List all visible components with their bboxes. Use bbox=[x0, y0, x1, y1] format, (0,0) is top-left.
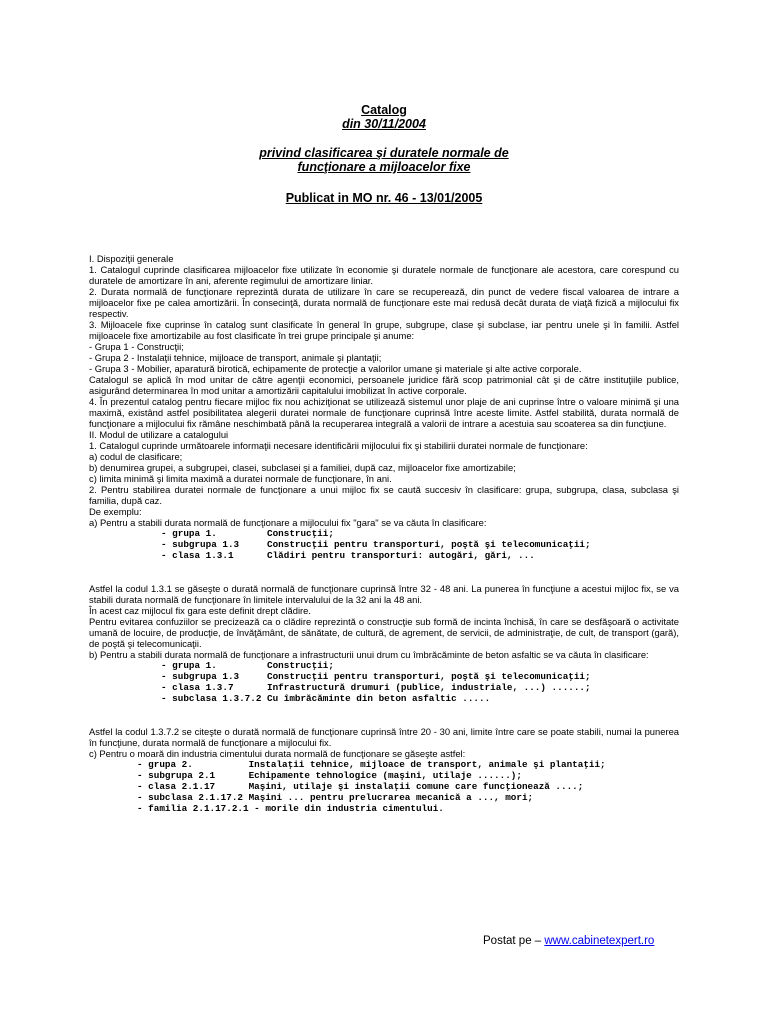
code-line: - grupa 2. Instalaţii tehnice, mijloace de transport, animale şi plantaţii; bbox=[137, 759, 606, 770]
code-line: - subgrupa 1.3 Construcţii pentru transporturi, poştă şi telecomunicaţii; bbox=[161, 671, 591, 682]
doc-subject-line2: funcţionare a mijloacelor fixe bbox=[297, 160, 471, 174]
list-item: b) denumirea grupei, a subgrupei, clasei, subclasei şi a familiei, după caz, mijloacelor fixe amortizabile; bbox=[89, 462, 516, 473]
list-item: - Grupa 1 - Construcţii; bbox=[89, 341, 184, 352]
paragraph: Astfel la codul 1.3.7.2 se citeşte o durată normală de funcţionare cuprinsă între 20 - 30 ani, limite între care se poate stabili, numai la punerea în funcţiune, durata normală de funcţionare a mijlocului fix. bbox=[89, 726, 679, 748]
publication-info: Publicat in MO nr. 46 - 13/01/2005 bbox=[285, 191, 483, 205]
paragraph: 4. În prezentul catalog pentru fiecare mijloc fix nou achiziţionat se utilizează sistemul unor plaje de ani cuprinse între o valoare minimă şi una maximă, existând astfel posibilitatea alegerii duratei normale de funcţionare cuprinsă între aceste limite. Astfel stabilită, durata normală de funcţionare a mijlocului fix rămâne neschimbată până la recuperarea integrală a valorii de intrare a acestuia sau scoaterea sa din funcţiune. bbox=[89, 396, 679, 429]
code-line: - familia 2.1.17.2.1 - morile din industria cimentului. bbox=[137, 803, 444, 814]
paragraph: 1. Catalogul cuprinde următoarele informaţii necesare identificării mijlocului fix şi stabilirii duratei normale de funcţionare: bbox=[89, 440, 588, 451]
example-label: De exemplu: bbox=[89, 506, 142, 517]
code-line: - subclasa 1.3.7.2 Cu îmbrăcăminte din beton asfaltic ..... bbox=[161, 693, 491, 704]
paragraph: Catalogul se aplică în mod unitar de către agenţii economici, persoanele juridice fără scop patrimonial cât şi de către instituţiile publice, asigurând determinarea în mod unitar a amortizării capitalului imobilizat în active corporale. bbox=[89, 374, 679, 396]
paragraph: În acest caz mijlocul fix gara este definit drept clădire. bbox=[89, 605, 311, 616]
document-body bbox=[89, 253, 679, 814]
example-c: c) Pentru o moară din industria cimentului durata normală de funcţionare se găseşte astfel: bbox=[89, 748, 466, 759]
footer bbox=[483, 935, 654, 947]
code-line: - clasa 2.1.17 Maşini, utilaje şi instalaţii comune care funcţionează ....; bbox=[137, 781, 584, 792]
example-b: b) Pentru a stabili durata normală de funcţionare a infrastructurii unui drum cu îmbrăcăminte de beton asfaltic se va căuta în clasificare: bbox=[89, 649, 649, 660]
paragraph: 1. Catalogul cuprinde clasificarea mijloacelor fixe utilizate în economie şi duratele normale de funcţionare ale acestora, care corespund cu duratele de amortizare în ani, aferente regimului de amortizare liniar. bbox=[89, 264, 679, 286]
doc-date: din 30/11/2004 bbox=[342, 117, 426, 131]
paragraph: 2. Durata normală de funcţionare reprezintă durata de utilizare în care se recuperează, din punct de vedere fiscal valoarea de intrare a mijloacelor fixe pe calea amortizării. În consecinţă, durata normală de funcţionare este mai redusă decât durata de viaţă fizică a mijlocului fix respectiv. bbox=[89, 286, 679, 319]
paragraph: Pentru evitarea confuziilor se precizează ca o clădire reprezintă o construcţie sub formă de incinta închisă, în care se desfăşoară o activitate umană de locuire, de producţie, de învăţământ, de sănătate, de cultură, de agrement, de servicii, de administraţie, de cult, de transport (gară), de poştă şi telecomunicaţii. bbox=[89, 616, 679, 649]
code-line: - subclasa 2.1.17.2 Maşini ... pentru prelucrarea mecanică a ..., mori; bbox=[137, 792, 534, 803]
code-line: - subgrupa 2.1 Echipamente tehnologice (maşini, utilaje ......); bbox=[137, 770, 522, 781]
section-2-title: II. Modul de utilizare a catalogului bbox=[89, 429, 229, 440]
code-line: - grupa 1. Construcţii; bbox=[161, 660, 334, 671]
list-item: c) limita minimă şi limita maximă a duratei normale de funcţionare, în ani. bbox=[89, 473, 392, 484]
list-item: - Grupa 2 - Instalaţii tehnice, mijloace de transport, animale şi plantaţii; bbox=[89, 352, 382, 363]
code-line: - clasa 1.3.7 Infrastructură drumuri (publice, industriale, ...) ......; bbox=[161, 682, 591, 693]
doc-subject-line1: privind clasificarea şi duratele normale de bbox=[259, 146, 509, 160]
code-line: - subgrupa 1.3 Construcţii pentru transporturi, poştă şi telecomunicaţii; bbox=[161, 539, 591, 550]
footer-prefix: Postat pe – bbox=[483, 935, 545, 947]
paragraph: 2. Pentru stabilirea duratei normale de funcţionare a unui mijloc fix se caută succesiv în clasificare: grupa, subgrupa, clasa, subclasa şi familia, după caz. bbox=[89, 484, 679, 506]
paragraph: Astfel la codul 1.3.1 se găseşte o durată normală de funcţionare cuprinsă între 32 - 48 ani. La punerea în funcţiune a acestui mijloc fix, se va stabili durata normală de funcţionare în limitele intervalului de la 32 ani la 48 ani. bbox=[89, 583, 679, 605]
doc-title: Catalog bbox=[361, 103, 407, 117]
list-item: - Grupa 3 - Mobilier, aparatură birotică, echipamente de protecţie a valorilor umane şi materiale şi alte active corporale. bbox=[89, 363, 582, 374]
code-line: - grupa 1. Construcţii; bbox=[161, 528, 334, 539]
example-a: a) Pentru a stabili durata normală de funcţionare a mijlocului fix "gara" se va căuta în clasificare: bbox=[89, 517, 487, 528]
paragraph: 3. Mijloacele fixe cuprinse în catalog sunt clasificate în general în grupe, subgrupe, clase şi subclase, iar pentru unele şi în familii. Astfel mijloacele fixe amortizabile au fost clasificate în trei grupe principale şi anume: bbox=[89, 319, 679, 341]
code-block-a bbox=[89, 528, 679, 561]
list-item: a) codul de clasificare; bbox=[89, 451, 183, 462]
code-block-b bbox=[89, 660, 679, 704]
section-1-title: I. Dispoziţii generale bbox=[89, 253, 174, 264]
website-link[interactable]: www.cabinetexpert.ro bbox=[544, 935, 655, 947]
code-line: - clasa 1.3.1 Clădiri pentru transporturi: autogări, gări, ... bbox=[161, 550, 535, 561]
code-block-c bbox=[89, 759, 679, 814]
